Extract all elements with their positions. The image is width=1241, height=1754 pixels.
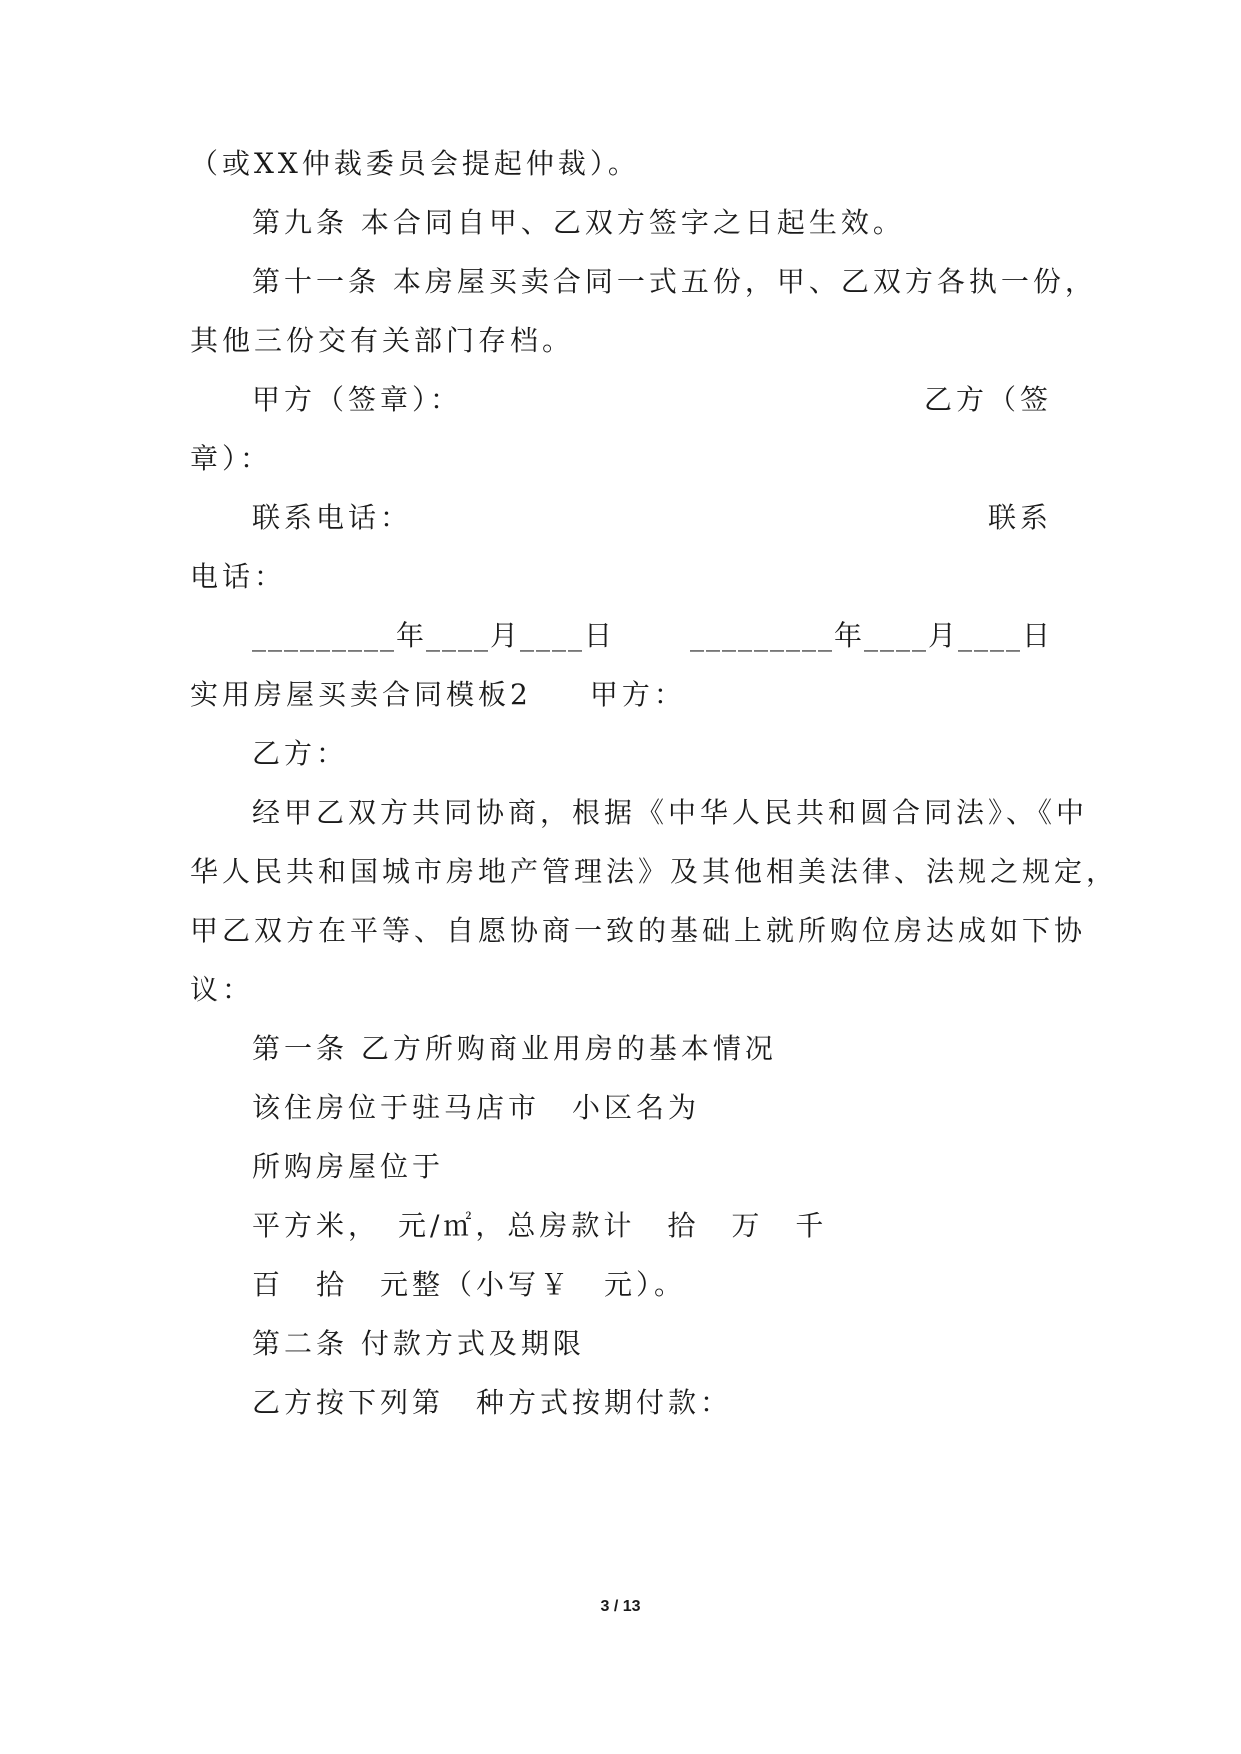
party-b-signature-label: 乙方（签 [923,383,1052,416]
party-b-phone-label: 联系 [987,501,1052,534]
date-row [252,616,1052,656]
clause-1-heading: 第一条 乙方所购商业用房的基本情况 [252,1032,777,1065]
clause-1-price: 平方米， 元/㎡，总房款计 拾 万 千 [252,1209,828,1242]
preamble-line-4: 议： [190,973,255,1006]
preamble-line-2: 华人民共和国城市房地产管理法》及其他相美法律、法规之规定， [190,855,1119,888]
party-a-phone-label: 联系电话： [252,501,413,534]
clause-1-price-cont: 百 拾 元整（小写￥ 元）。 [252,1268,687,1301]
phone-row-cont: 电话： [190,560,287,593]
text-line-arbitration: （或XX仲裁委员会提起仲裁）。 [190,147,640,180]
clause-1-location: 该住房位于驻马店市 小区名为 [252,1091,701,1124]
clause-1-house-position: 所购房屋位于 [252,1150,445,1183]
party-b-label: 乙方： [252,737,349,770]
template-title-row [190,675,1052,715]
template-title: 实用房屋买卖合同模板2 [190,678,532,711]
preamble-line-3: 甲乙双方在平等、自愿协商一致的基础上就所购位房达成如下协 [190,914,1087,947]
page-number: 3 / 13 [600,1598,641,1615]
party-a-signature-label: 甲方（签章）： [252,383,463,416]
signature-row-cont: 章）： [190,442,273,475]
clause-9: 第九条 本合同自甲、乙双方签字之日起生效。 [252,206,905,239]
clause-2-heading: 第二条 付款方式及期限 [252,1327,585,1360]
phone-row [252,498,1052,538]
clause-2-payment: 乙方按下列第 种方式按期付款： [252,1386,733,1419]
clause-11: 第十一条 本房屋买卖合同一式五份，甲、乙双方各执一份， [252,265,1097,298]
party-b-date: _________年____月____日 [689,619,1052,652]
preamble-line-1: 经甲乙双方共同协商，根据《中华人民共和圆合同法》、《中 [252,796,1089,829]
party-a-label: 甲方： [589,678,686,711]
party-a-date: _________年____月____日 [252,619,615,652]
clause-11-cont: 其他三份交有关部门存档。 [190,324,575,357]
signature-row [252,380,1052,420]
